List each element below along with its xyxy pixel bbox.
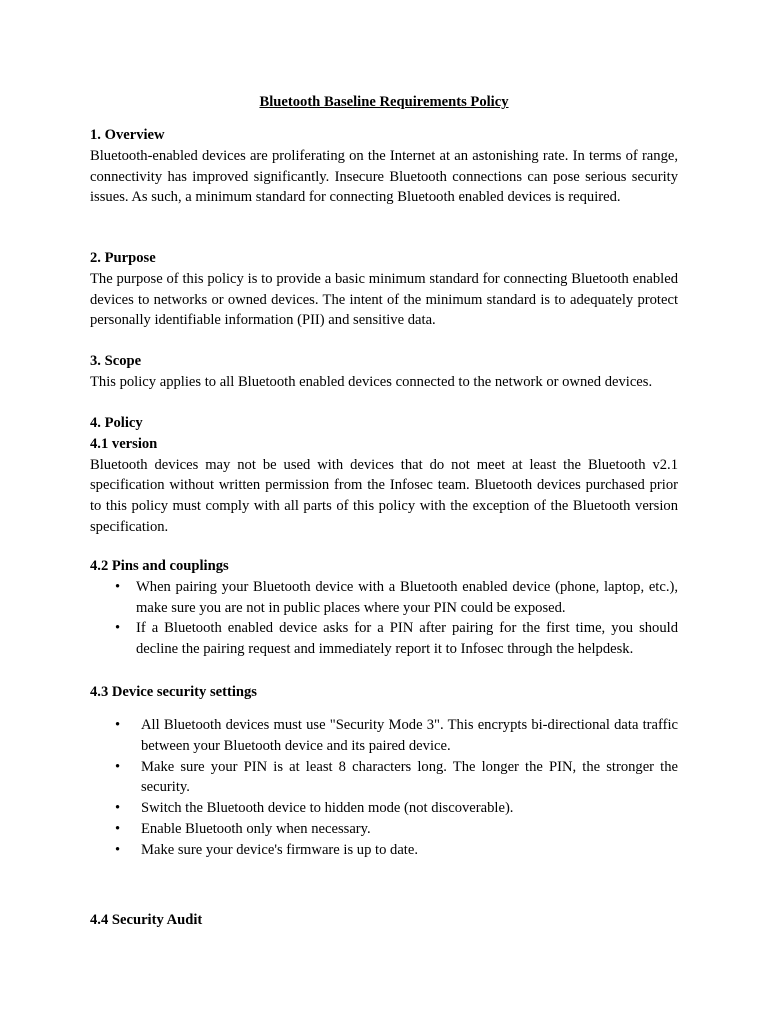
section-policy [90,413,678,538]
section-audit [90,910,678,931]
version-heading: 4.1 version [90,435,158,452]
pins-list [90,577,678,660]
bullet-icon: • [115,758,121,775]
list-item-text: Make sure your PIN is at least 8 characters long. The longer the PIN, the stronger the security. [141,758,678,796]
list-item [90,840,678,861]
section-security-settings [90,682,678,703]
bullet-icon: • [115,841,121,858]
policy-heading: 4. Policy [90,415,143,431]
list-item [90,577,678,619]
bullet-icon: • [115,620,121,637]
security-settings-list [90,715,678,861]
list-item [90,798,678,819]
list-item-text: All Bluetooth devices must use "Security Mode 3". This encrypts bi-directional data traffic between your Bluetooth device and its paired device. [141,717,678,754]
list-item-text: Switch the Bluetooth device to hidden mode (not discoverable). [141,800,514,817]
section-scope [90,351,678,393]
overview-body: Bluetooth-enabled devices are proliferating on the Internet at an astonishing rate. In terms of range, connectivity has improved significantly. Insecure Bluetooth connections can pose serious security issues. As such, a minimum standard for connecting Bluetooth enabled devices is required. [90,147,678,206]
list-item-text: Make sure your device's firmware is up to date. [141,841,418,858]
bullet-icon: • [115,800,121,817]
overview-heading: 1. Overview [90,127,165,143]
list-item [90,757,678,799]
security-settings-heading: 4.3 Device security settings [90,684,257,700]
purpose-body: The purpose of this policy is to provide a basic minimum standard for connecting Bluetooth enabled devices to networks or owned devices. The intent of the minimum standard is to adequately protect personally identifiable information (PII) and sensitive data. [90,270,678,329]
section-overview [90,125,678,208]
list-item-text: Enable Bluetooth only when necessary. [141,820,371,837]
audit-heading: 4.4 Security Audit [90,912,203,928]
bullet-icon: • [115,717,121,733]
pins-heading: 4.2 Pins and couplings [90,558,229,574]
list-item [90,819,678,840]
version-body: Bluetooth devices may not be used with devices that do not meet at least the Bluetooth v2.1 specification without written permission from the Infosec team. Bluetooth devices purchased prior to this policy must comply with all parts of this policy with the exception of the Bluetooth version specification. [90,456,678,535]
document-title: Bluetooth Baseline Requirements Policy [259,94,509,110]
security-settings-list-wrap [90,715,678,861]
bullet-icon: • [115,578,121,595]
scope-body: This policy applies to all Bluetooth enabled devices connected to the network or owned devices. [90,373,653,390]
list-item [90,715,678,757]
scope-heading: 3. Scope [90,353,142,369]
section-pins [90,556,678,660]
purpose-heading: 2. Purpose [90,250,156,266]
list-item [90,618,678,660]
list-item-text: If a Bluetooth enabled device asks for a PIN after pairing for the first time, you should decline the pairing request and immediately report it to Infosec through the helpdesk. [136,620,678,658]
bullet-icon: • [115,820,121,837]
list-item-text: When pairing your Bluetooth device with a Bluetooth enabled device (phone, laptop, etc.), make sure you are not in public places where your PIN could be exposed. [136,578,678,616]
section-purpose [90,248,678,331]
